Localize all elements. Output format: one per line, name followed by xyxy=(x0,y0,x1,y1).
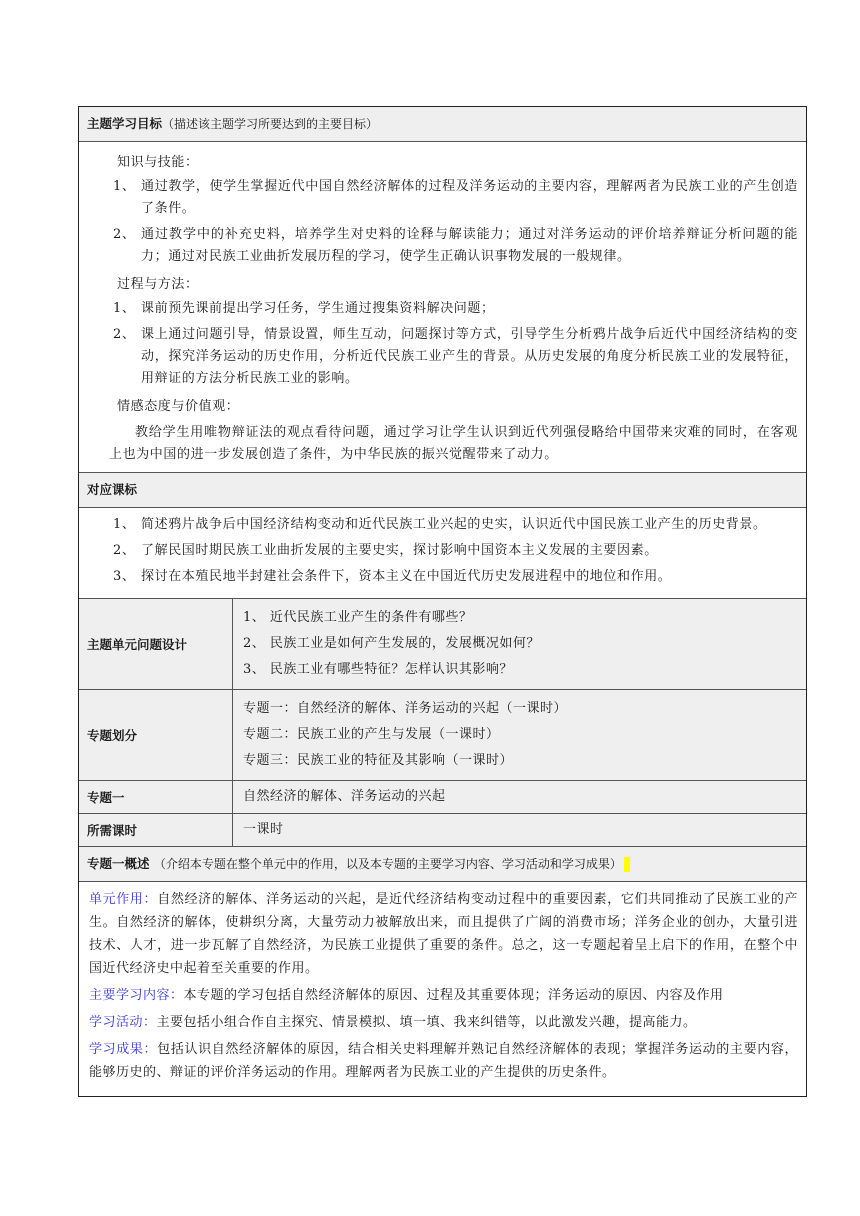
item-number: 1、 xyxy=(113,517,136,532)
role-paragraph xyxy=(89,888,798,980)
topic1-label: 专题一 xyxy=(79,781,233,813)
item-text: 探讨在本殖民地半封建社会条件下，资本主义在中国近代历史发展进程中的地位和作用。 xyxy=(141,569,672,584)
process-heading: 过程与方法： xyxy=(117,277,199,292)
list-item xyxy=(113,224,798,268)
hours-label: 所需课时 xyxy=(79,814,233,846)
activity-paragraph xyxy=(89,1011,798,1034)
goals-body xyxy=(79,142,806,473)
list-item xyxy=(113,298,798,320)
topic-line: 专题三：民族工业的特征及其影响（一课时） xyxy=(243,753,514,768)
topic-line: 专题二：民族工业的产生与发展（一课时） xyxy=(243,727,500,742)
question-line: 1、 近代民族工业产生的条件有哪些？ xyxy=(243,610,473,625)
item-number: 2、 xyxy=(113,327,136,342)
role-text: 自然经济的解体、洋务运动的兴起，是近代经济结构变动过程中的重要因素，它们共同推动了民族工业的产生。自然经济的解体，使耕织分离，大量劳动力被解放出来，而且提供了广阔的消费市场；洋务企业的创办，大量引进技术、人才，进一步瓦解了自然经济，为民族工业提供了重要的条件。总之，这一专题起着呈上启下的作用，在整个中国近代经济史中起着至关重要的作用。 xyxy=(89,892,798,976)
questions-value xyxy=(233,599,806,689)
topics-label: 专题划分 xyxy=(79,690,233,780)
emotion-text: 教给学生用唯物辩证法的观点看待问题，通过学习让学生认识到近代列强侵略给中国带来灾难的同时，在客观上也为中国的进一步发展创造了条件，为中华民族的振兴觉醒带来了动力。 xyxy=(109,425,798,462)
goals-header xyxy=(79,107,806,142)
questions-label: 主题单元问题设计 xyxy=(79,599,233,689)
item-text: 简述鸦片战争后中国经济结构变动和近代民族工业兴起的史实，认识近代中国民族工业产生的历史背景。 xyxy=(141,517,767,532)
result-text: 包括认识自然经济解体的原因，结合相关史料理解并熟记自然经济解体的表现；掌握洋务运动的主要内容，能够历史的、辩证的评价洋务运动的作用。理解两者为民族工业的产生提供的历史条件。 xyxy=(89,1042,798,1080)
lesson-plan-table xyxy=(78,106,807,1097)
list-item xyxy=(113,566,798,588)
overview-note: （介绍本专题在整个单元中的作用，以及本专题的主要学习内容、学习活动和学习成果） xyxy=(153,857,622,871)
overview-title: 专题一概述 xyxy=(87,856,150,871)
list-item xyxy=(113,324,798,390)
topic1-row xyxy=(79,781,806,814)
highlight-marker xyxy=(624,857,630,872)
question-line: 3、 民族工业有哪些特征？怎样认识其影响？ xyxy=(243,662,513,677)
standards-title: 对应课标 xyxy=(87,482,138,497)
item-text: 了解民国时期民族工业曲折发展的主要史实，探讨影响中国资本主义发展的主要因素。 xyxy=(141,543,658,558)
topics-value xyxy=(233,690,806,780)
questions-row xyxy=(79,599,806,690)
standards-body xyxy=(79,508,806,599)
item-number: 1、 xyxy=(113,179,136,194)
list-item xyxy=(113,540,798,562)
item-text: 通过教学，使学生掌握近代中国自然经济解体的过程及洋务运动的主要内容，理解两者为民族工业的产生创造了条件。 xyxy=(141,179,798,216)
emotion-heading: 情感态度与价值观： xyxy=(117,399,240,414)
result-paragraph xyxy=(89,1038,798,1084)
item-number: 1、 xyxy=(113,301,136,316)
topic-line: 专题一：自然经济的解体、洋务运动的兴起（一课时） xyxy=(243,701,568,716)
topic1-value: 自然经济的解体、洋务运动的兴起 xyxy=(243,789,446,804)
item-number: 2、 xyxy=(113,227,136,242)
goals-title: 主题学习目标 xyxy=(87,116,163,131)
topics-row xyxy=(79,690,806,781)
activity-label: 学习活动： xyxy=(89,1015,157,1030)
overview-body xyxy=(79,882,806,1096)
knowledge-heading: 知识与技能： xyxy=(117,155,199,170)
role-label: 单元作用： xyxy=(89,892,158,907)
item-text: 课上通过问题引导，情景设置，师生互动，问题探讨等方式，引导学生分析鸦片战争后近代中国经济结构的变动，探究洋务运动的历史作用，分析近代民族工业产生的背景。从历史发展的角度分析民族工业的发展特征，用辩证的方法分析民族工业的影响。 xyxy=(141,327,798,386)
content-paragraph xyxy=(89,984,798,1007)
result-label: 学习成果： xyxy=(89,1042,158,1057)
hours-row xyxy=(79,814,806,847)
hours-value: 一课时 xyxy=(243,822,284,837)
question-line: 2、 民族工业是如何产生发展的，发展概况如何？ xyxy=(243,636,540,651)
item-text: 课前预先课前提出学习任务，学生通过搜集资料解决问题； xyxy=(141,301,495,316)
content-text: 本专题的学习包括自然经济解体的原因、过程及其重要体现；洋务运动的原因、内容及作用 xyxy=(183,988,724,1003)
list-item xyxy=(113,514,798,536)
overview-header xyxy=(79,847,806,882)
list-item xyxy=(113,176,798,220)
standards-header xyxy=(79,473,806,508)
activity-text: 主要包括小组合作自主探究、情景模拟、填一填、我来纠错等，以此激发兴趣，提高能力。 xyxy=(156,1015,697,1030)
content-label: 主要学习内容： xyxy=(89,988,184,1003)
item-number: 3、 xyxy=(113,569,136,584)
item-text: 通过教学中的补充史料，培养学生对史料的诠释与解读能力；通过对洋务运动的评价培养辩证分析问题的能力；通过对民族工业曲折发展历程的学习，使学生正确认识事物发展的一般规律。 xyxy=(141,227,798,264)
item-number: 2、 xyxy=(113,543,136,558)
goals-note: （描述该主题学习所要达到的主要目标） xyxy=(162,117,379,131)
